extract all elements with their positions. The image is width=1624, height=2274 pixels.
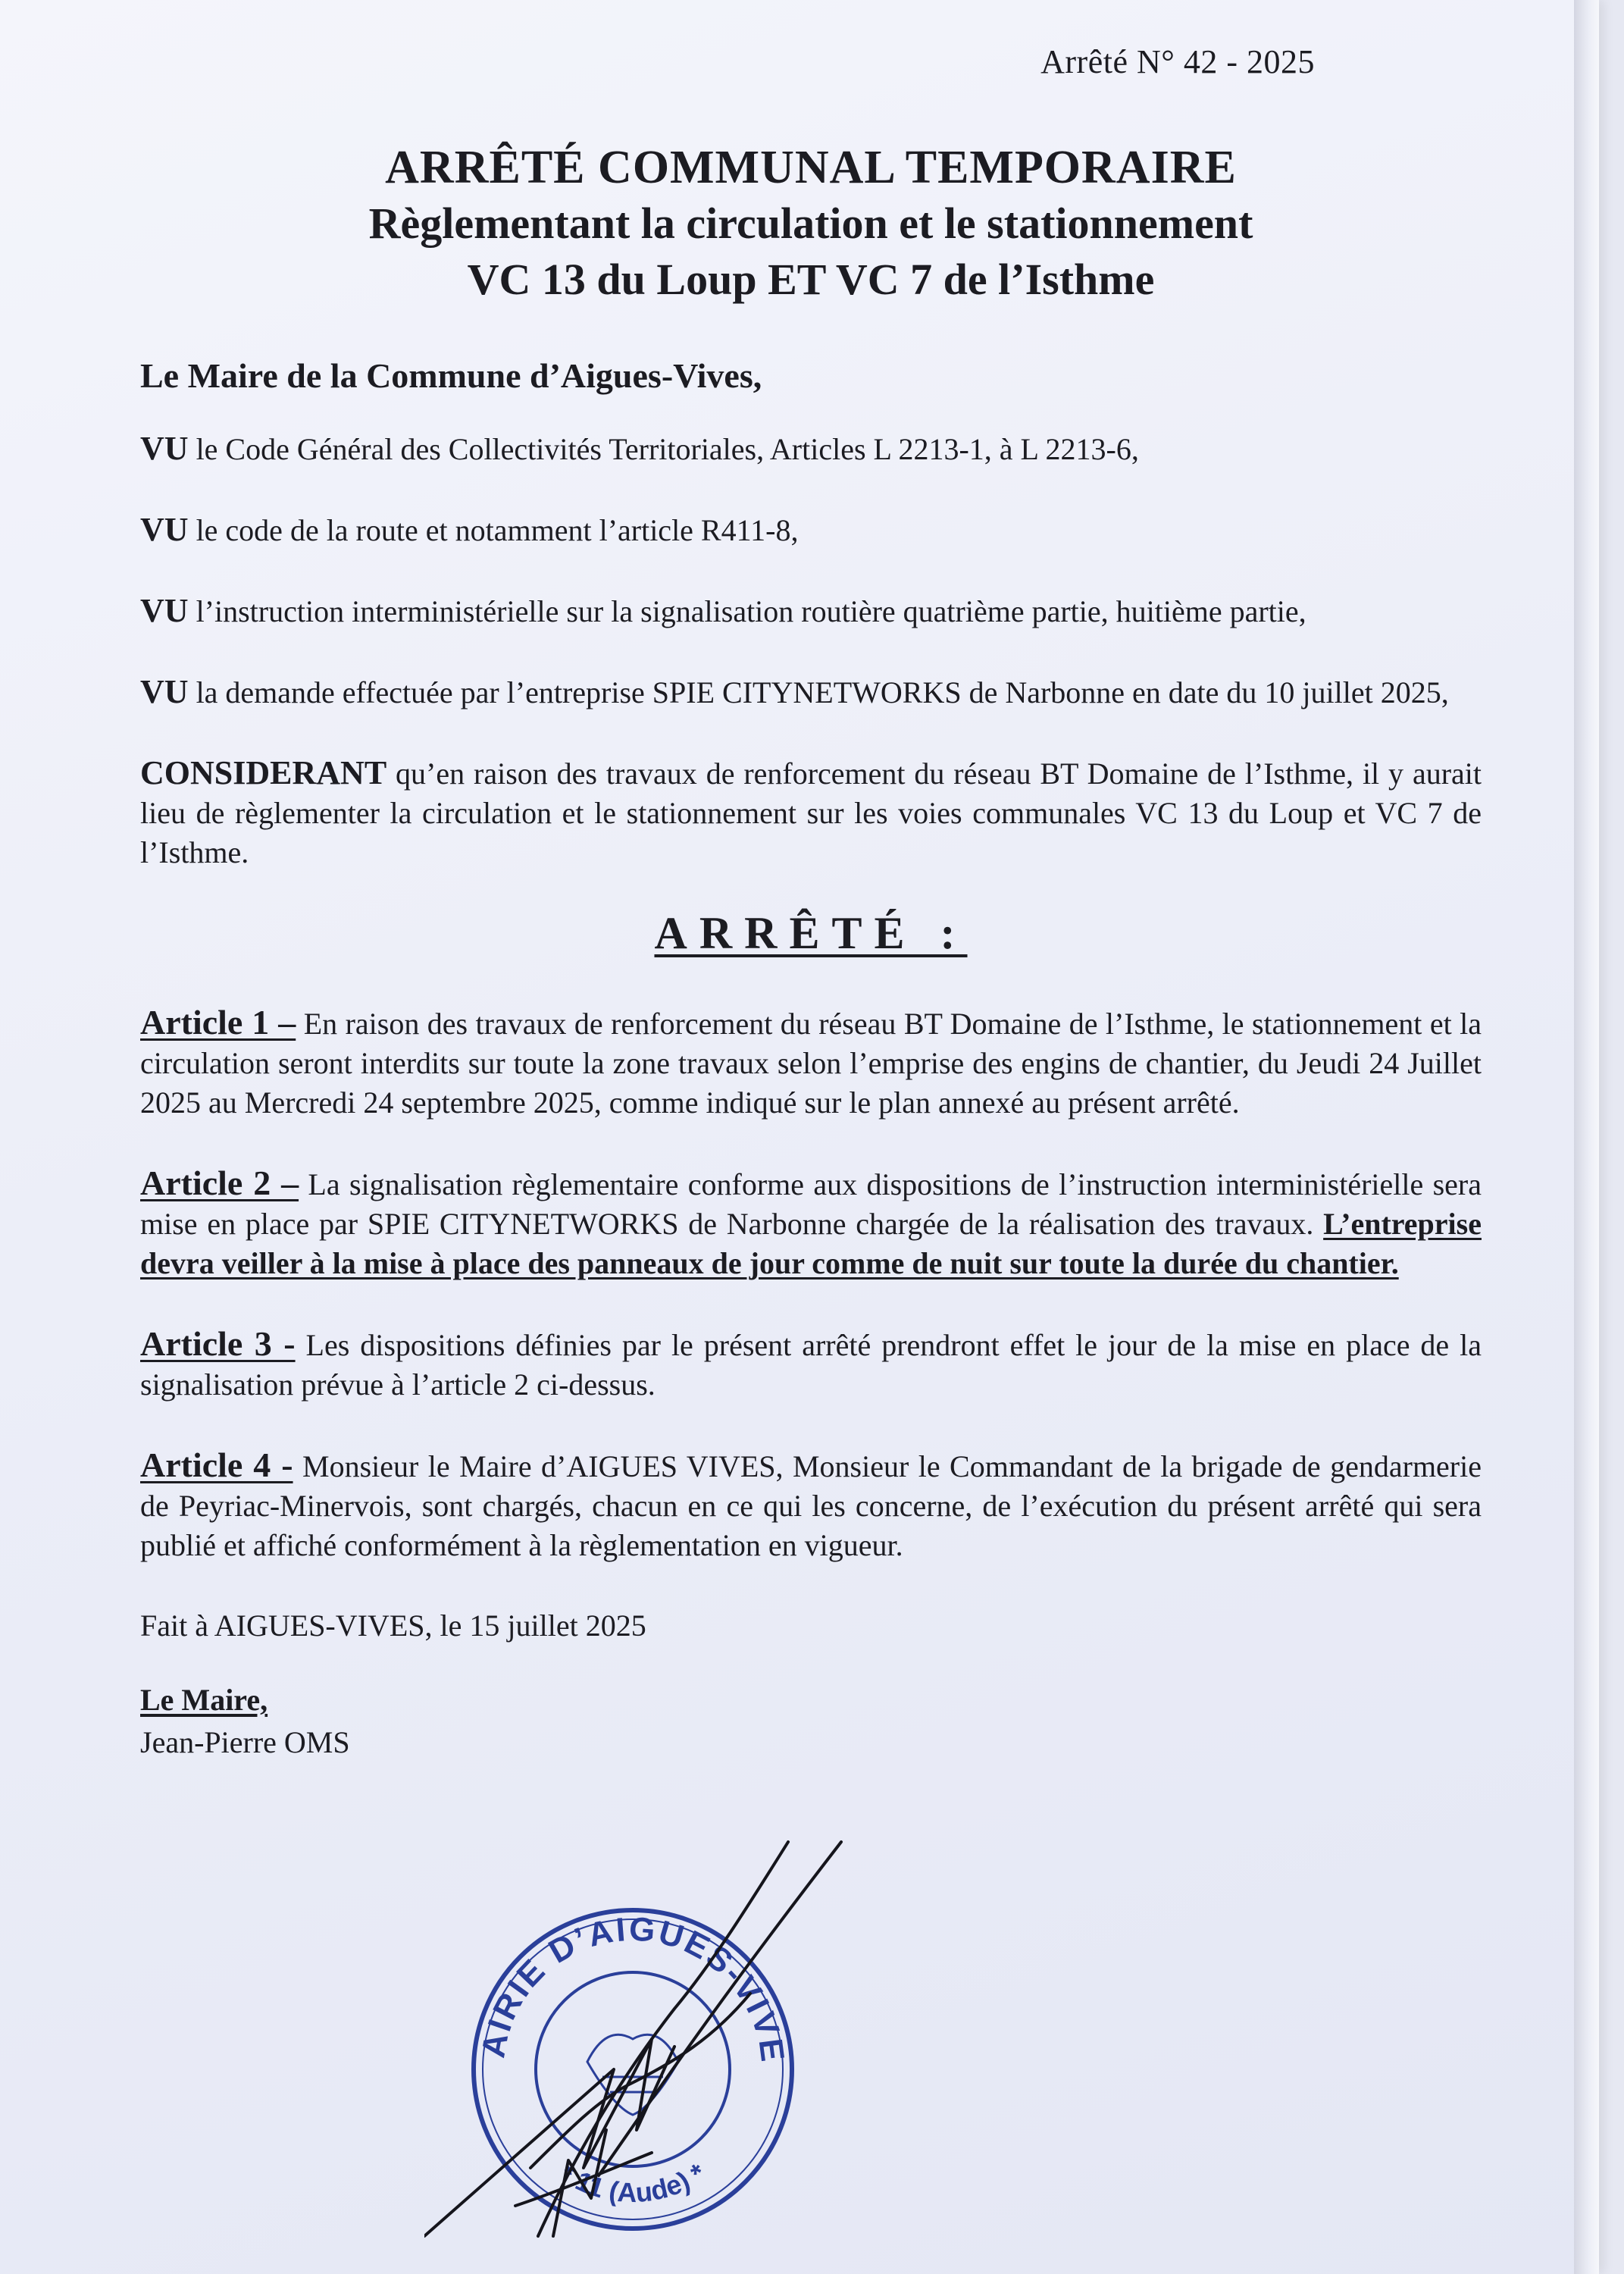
vu-keyword: VU: [140, 430, 189, 467]
document-body: [140, 356, 1482, 1764]
article-text: Les dispositions définies par le présent arrêté prendront effet le jour de la mise en place de la signalisation prévue à l’article 2 ci-dessus.: [140, 1328, 1482, 1402]
mayor-intro: Le Maire de la Commune d’Aigues-Vives,: [140, 356, 762, 395]
article-text: La signalisation règlementaire conforme aux dispositions de l’instruction interministérielle sera mise en place par SPIE CITYNETWORKS de Narbonne chargée de la réalisation des travaux.: [140, 1167, 1482, 1241]
document-subtitle-line2: VC 13 du Loup ET VC 7 de l’Isthme: [467, 255, 1155, 304]
considerant-text: qu’en raison des travaux de renforcement du réseau BT Domaine de l’Isthme, il y aurait lieu de règlementer la circulation et le stationnement sur les voies communales VC 13 du Loup et VC 7 de l’Isthme.: [140, 756, 1482, 869]
article-4: [140, 1446, 1482, 1565]
arrete-heading: [140, 908, 1482, 958]
signature-title: Le Maire,: [140, 1683, 268, 1717]
signatory-name: Jean-Pierre OMS: [140, 1725, 350, 1759]
article-1: [140, 1003, 1482, 1123]
article-text: En raison des travaux de renforcement du réseau BT Domaine de l’Isthme, le stationnement et la circulation seront interdits sur toute la zone travaux selon l’emprise des engins de chantier, du Jeudi 24 Juillet 2025 au Mercredi 24 septembre 2025, comme indiqué sur le plan annexé au présent arrêté.: [140, 1007, 1482, 1120]
article-2: [140, 1164, 1482, 1283]
article-label: Article 2 –: [140, 1164, 299, 1202]
considerant-paragraph: [140, 753, 1482, 872]
vu-paragraph-2: [140, 510, 1482, 550]
vu-paragraph-3: [140, 591, 1482, 631]
article-label: Article 3 -: [140, 1324, 296, 1363]
article-label: Article 4 -: [140, 1446, 293, 1484]
article-3: [140, 1324, 1482, 1405]
vu-keyword: VU: [140, 592, 189, 629]
vu-text: le code de la route et notamment l’article R411-8,: [188, 513, 799, 547]
article-emphasis: L’entreprise devra veiller à la mise à place des panneaux de jour comme de nuit sur toute la durée du chantier.: [140, 1207, 1482, 1280]
vu-paragraph-1: [140, 429, 1482, 469]
vu-text: l’instruction interministérielle sur la signalisation routière quatrième partie, huitième partie,: [188, 594, 1306, 628]
page-edge-shadow: [1574, 0, 1599, 2274]
vu-paragraph-4: [140, 672, 1482, 713]
vu-keyword: VU: [140, 511, 189, 548]
stamp-and-signature: [424, 1812, 894, 2251]
considerant-keyword: CONSIDERANT: [140, 754, 387, 791]
document-subtitle-line1: Règlementant la circulation et le stationnement: [368, 199, 1253, 248]
article-text: Monsieur le Maire d’AIGUES VIVES, Monsieur le Commandant de la brigade de gendarmerie de Peyriac-Minervois, sont chargés, chacun en ce qui les concerne, de l’exécution du présent arrêté qui sera publié et affiché conformément à la règlementation en vigueur.: [140, 1449, 1482, 1562]
vu-keyword: VU: [140, 673, 189, 710]
place-and-date: Fait à AIGUES-VIVES, le 15 juillet 2025: [140, 1608, 646, 1643]
svg-text:MAIRIE D’AIGUES-VIVES: AIRIE D’AIGUES-VIVE: [474, 1910, 792, 2066]
article-label: Article 1 –: [140, 1003, 296, 1041]
arrete-heading-text: ARRÊTÉ :: [654, 908, 968, 958]
vu-text: le Code Général des Collectivités Territoriales, Articles L 2213-1, à L 2213-6,: [188, 432, 1139, 466]
svg-text:* 11 (Aude) *: * 11 (Aude) *: [554, 2157, 712, 2209]
arrete-reference-number: Arrêté N° 42 - 2025: [1040, 43, 1315, 80]
vu-text: la demande effectuée par l’entreprise SPIE CITYNETWORKS de Narbonne en date du 10 juillet 2025,: [188, 675, 1449, 709]
mairie-stamp-seal: [424, 1812, 894, 2251]
document-title-block: [144, 139, 1478, 308]
document-title: ARRÊTÉ COMMUNAL TEMPORAIRE: [385, 142, 1237, 193]
